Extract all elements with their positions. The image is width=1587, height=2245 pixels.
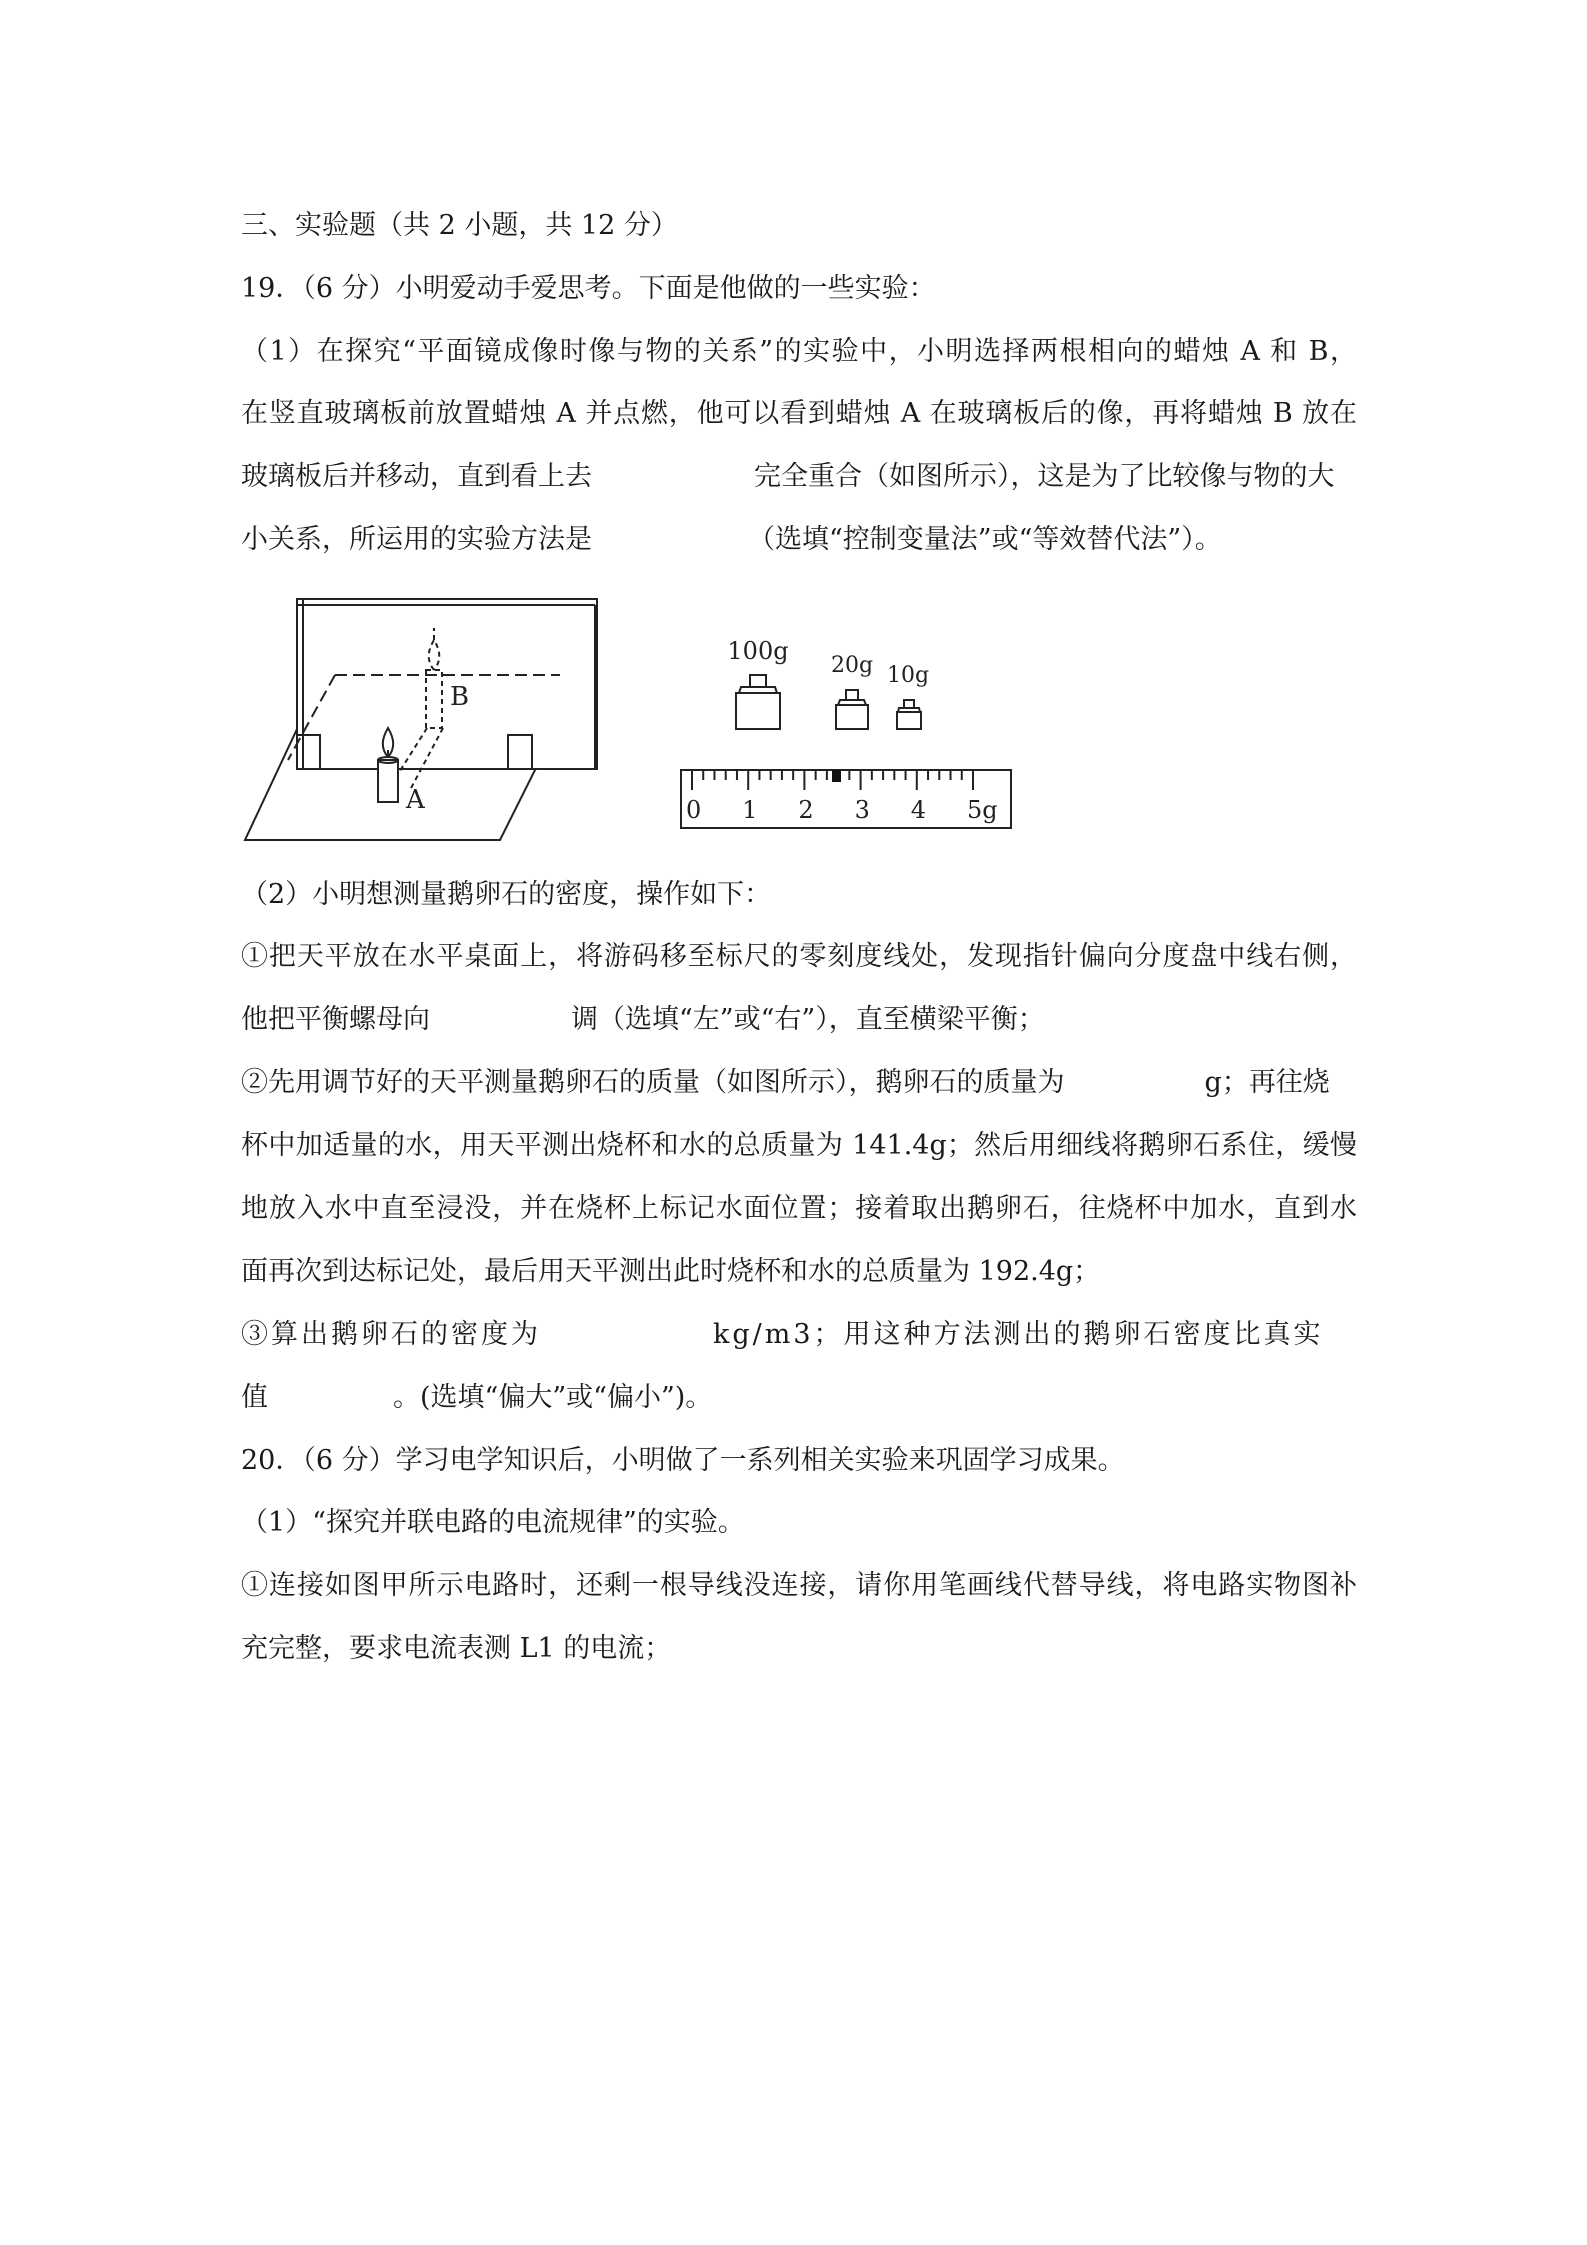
weight-20g <box>836 690 868 729</box>
plane-mirror-figure <box>240 590 600 850</box>
scale-tick-label: 4 <box>910 796 927 824</box>
scale-tick-label: 0 <box>686 796 702 824</box>
glass-plate <box>297 599 597 769</box>
q19-part1-line4 <box>241 520 1357 560</box>
q19-step3-line1-text-end: kg/m3；用这种方法测出的鹅卵石密度比真实 <box>713 1319 1324 1350</box>
q19-part1-line4-text: 小关系，所运用的实验方法是 <box>241 524 592 555</box>
q19-step3-line2-text-end: 。(选填“偏大”或“偏小”)。 <box>393 1382 713 1413</box>
scale-tick-label: 2 <box>798 796 814 824</box>
weight-label-20g: 20g <box>830 653 874 678</box>
scale-tick-label: 3 <box>854 796 870 824</box>
q19-step2-line3: 地放入水中直至浸没，并在烧杯上标记水面位置；接着取出鹅卵石，往烧杯中加水，直到水 <box>241 1193 1357 1224</box>
q19-step1-line2-text-end: 调（选填“左”或“右”），直至横梁平衡； <box>571 1004 1045 1035</box>
q19-part1-line4-text-end: （选填“控制变量法”或“等效替代法”）。 <box>748 524 1222 555</box>
q19-step2-line4: 面再次到达标记处，最后用天平测出此时烧杯和水的总质量为 192.4g； <box>241 1256 1101 1287</box>
q19-step1-line2-text: 他把平衡螺母向 <box>241 1004 430 1035</box>
q19-step3-line1 <box>241 1315 1357 1355</box>
q20-part1-heading: （1）“探究并联电路的电流规律”的实验。 <box>241 1507 745 1538</box>
q19-part1-line1: （1）在探究“平面镜成像时像与物的关系”的实验中，小明选择两根相向的蜡烛 A 和 B， <box>241 336 1357 367</box>
balance-weights-figure <box>670 630 1030 850</box>
q19-step2-line1-text: ②先用调节好的天平测量鹅卵石的质量（如图所示），鹅卵石的质量为 <box>241 1067 1065 1098</box>
rider-marker[interactable] <box>832 770 841 782</box>
q19-step2-line1-text-end: g；再往烧 <box>1204 1067 1330 1098</box>
q20-step1-line2: 充完整，要求电流表测 L1 的电流； <box>241 1633 672 1664</box>
scale-tick-label: 5g <box>967 796 998 824</box>
q19-part1-line3-text: 玻璃板后并移动，直到看上去 <box>241 461 592 492</box>
q19-step1-line2 <box>241 1000 1357 1040</box>
scale-tick-label: 1 <box>742 796 758 824</box>
q19-step3-line2 <box>241 1378 1357 1418</box>
scale-labels <box>686 796 998 824</box>
question-20-heading: 20．（6 分）学习电学知识后，小明做了一系列相关实验来巩固学习成果。 <box>241 1445 1125 1476</box>
q19-part1-line3-text-end: 完全重合（如图所示），这是为了比较像与物的大 <box>754 461 1335 492</box>
weight-10g <box>897 700 921 729</box>
section-title: 三、实验题（共 2 小题，共 12 分） <box>241 210 678 241</box>
q19-step3-line1-text: ③算出鹅卵石的密度为 <box>241 1319 541 1350</box>
q19-step1-line1: ①把天平放在水平桌面上，将游码移至标尺的零刻度线处，发现指针偏向分度盘中线右侧， <box>241 941 1357 972</box>
q19-step2-line1 <box>241 1063 1357 1103</box>
q19-step2-line2: 杯中加适量的水，用天平测出烧杯和水的总质量为 141.4g；然后用细线将鹅卵石系住，缓慢 <box>241 1130 1357 1161</box>
q19-step3-line2-text: 值 <box>241 1382 268 1413</box>
q19-part1-line3 <box>241 457 1357 497</box>
weight-100g <box>736 675 780 729</box>
label-b: B <box>450 682 470 712</box>
weight-label-10g: 10g <box>886 663 930 688</box>
label-a: A <box>406 785 425 815</box>
weight-label-100g: 100g <box>727 637 789 665</box>
q19-part1-line2: 在竖直玻璃板前放置蜡烛 A 并点燃，他可以看到蜡烛 A 在玻璃板后的像，再将蜡烛 B 放在 <box>241 398 1357 429</box>
question-19-heading: 19．（6 分）小明爱动手爱思考。下面是他做的一些实验： <box>241 273 936 304</box>
q19-part2-heading: （2）小明想测量鹅卵石的密度，操作如下： <box>241 879 772 910</box>
q20-step1-line1: ①连接如图甲所示电路时，还剩一根导线没连接，请你用笔画线代替导线，将电路实物图补 <box>241 1570 1357 1601</box>
